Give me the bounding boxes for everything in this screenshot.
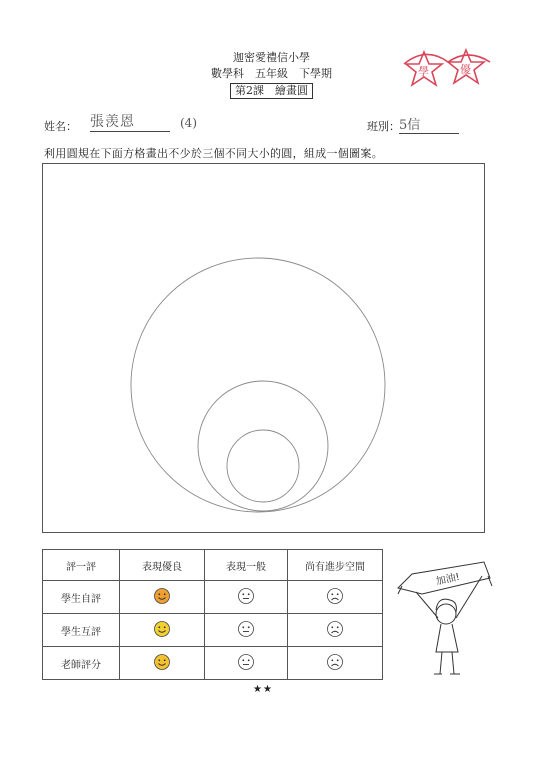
rating-average-cell[interactable]: [205, 647, 288, 680]
rating-needs-improvement-cell[interactable]: [288, 614, 383, 647]
header-evaluate: 評一評: [43, 550, 120, 581]
row-label-self: 學生自評: [43, 581, 120, 614]
task-instruction: 利用圓規在下面方格畫出不少於三個不同大小的圓，組成一個圖案。: [44, 147, 383, 160]
row-label-teacher: 老師評分: [43, 647, 120, 680]
neutral-face-icon: [237, 587, 255, 605]
sad-face-icon: [326, 620, 344, 638]
class-field[interactable]: 5信: [399, 114, 459, 134]
cheer-sign-text: 加油!: [435, 571, 461, 588]
row-label-peer: 學生互評: [43, 614, 120, 647]
rating-excellent-cell[interactable]: [120, 581, 205, 614]
school-name: 迦密愛禮信小學: [233, 51, 310, 64]
seat-number: (4): [180, 116, 197, 130]
self-assessment-table: [42, 549, 383, 680]
table-row: [43, 614, 383, 647]
name-field[interactable]: 張羡恩: [90, 111, 170, 132]
cheering-girl-illustration: [394, 552, 494, 682]
stamp-char-1: 學: [418, 65, 429, 78]
merit-stamp: [396, 42, 496, 100]
smiley-face-icon: [153, 587, 171, 605]
neutral-face-icon: [237, 653, 255, 671]
rating-average-cell[interactable]: [205, 581, 288, 614]
header-excellent: 表現優良: [120, 550, 205, 581]
header-needs-improvement: 尚有進步空間: [288, 550, 383, 581]
stamp-char-2: 優: [460, 63, 471, 76]
subject-line: 數學科 五年級 下學期: [211, 67, 332, 80]
rating-needs-improvement-cell[interactable]: [288, 581, 383, 614]
neutral-face-icon: [237, 620, 255, 638]
rating-average-cell[interactable]: [205, 614, 288, 647]
sad-face-icon: [326, 653, 344, 671]
table-header-row: [43, 550, 383, 581]
lesson-title: 第2課 繪畫圓: [230, 83, 313, 99]
table-row: [43, 581, 383, 614]
large-circle: [131, 258, 385, 512]
sad-face-icon: [326, 587, 344, 605]
header-average: 表現一般: [205, 550, 288, 581]
table-row: [43, 647, 383, 680]
rating-excellent-cell[interactable]: [120, 614, 205, 647]
smiley-face-icon: [153, 653, 171, 671]
name-label: 姓名：: [44, 120, 77, 133]
rating-needs-improvement-cell[interactable]: [288, 647, 383, 680]
medium-circle: [198, 381, 328, 511]
small-circle: [227, 430, 299, 502]
star-rating: ★★: [253, 684, 273, 695]
class-label: 班別：: [367, 120, 400, 133]
drawing-area[interactable]: [42, 163, 485, 533]
rating-excellent-cell[interactable]: [120, 647, 205, 680]
smiley-face-icon: [153, 620, 171, 638]
